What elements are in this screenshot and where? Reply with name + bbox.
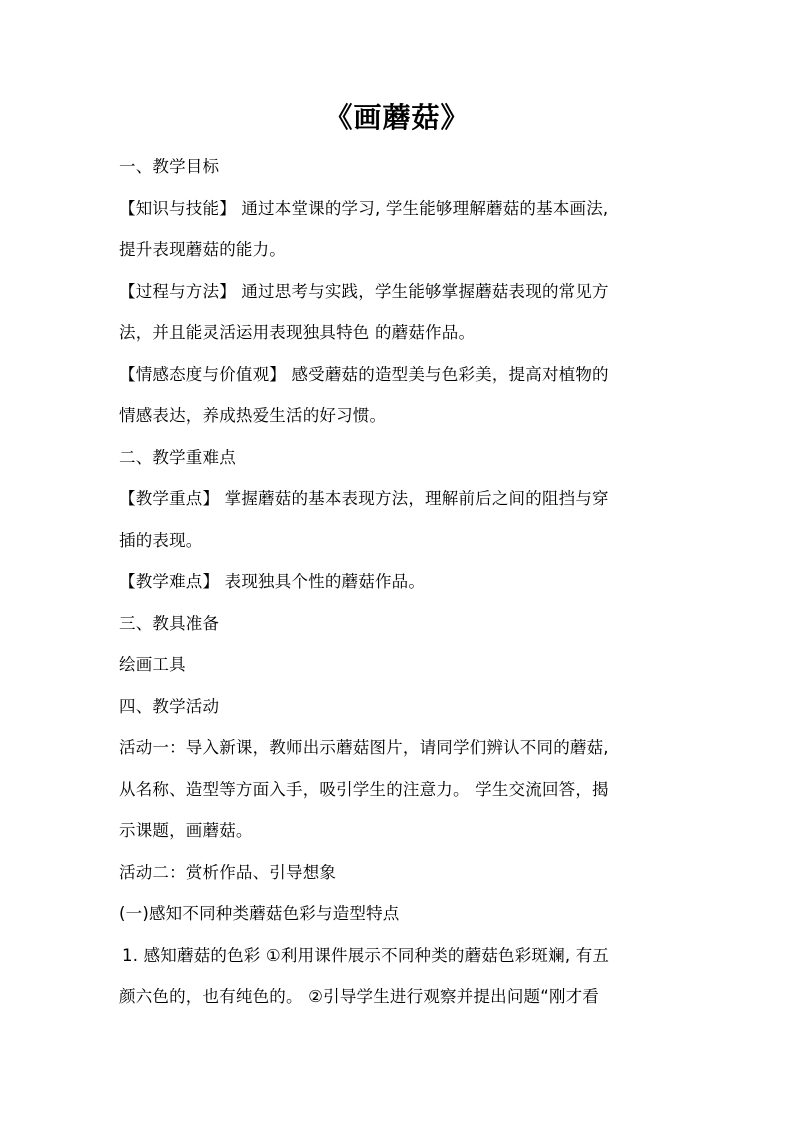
- subsection-heading: (一)感知不同种类蘑菇色彩与造型特点: [119, 904, 400, 923]
- paragraph-line: 活动一：导入新课，教师出示蘑菇图片，请同学们辨认不同的蘑菇,: [119, 738, 609, 757]
- paragraph-line: 【情感态度与价值观】 感受蘑菇的造型美与色彩美，提高对植物的: [119, 364, 609, 384]
- paragraph-line: 提升表现蘑菇的能力。: [119, 240, 286, 259]
- document-title: 《画蘑菇》: [324, 101, 470, 134]
- paragraph-line: 【教学难点】 表现独具个性的蘑菇作品。: [119, 572, 426, 591]
- paragraph-line: 从名称、造型等方面入手，吸引学生的注意力。 学生交流回答，揭: [119, 779, 609, 799]
- paragraph-line: 绘画工具: [119, 655, 186, 674]
- document-body: [119, 146, 677, 1018]
- section-heading-materials: 三、教具准备: [119, 613, 220, 633]
- section-heading-objectives: 一、教学目标: [119, 157, 220, 176]
- paragraph-line: 【知识与技能】 通过本堂课的学习, 学生能够理解蘑菇的基本画法,: [119, 198, 609, 218]
- paragraph-line: 颜六色的，也有纯色的。 ②引导学生进行观察并提出问题“刚才看: [119, 987, 600, 1006]
- paragraph-line: 法，并且能灵活运用表现独具特色 的蘑菇作品。: [119, 323, 476, 342]
- paragraph-line: 示课题，画蘑菇。: [119, 821, 253, 840]
- paragraph-line: 情感表达，养成热爱生活的好习惯。: [119, 406, 387, 425]
- numbered-item-line: 1. 感知蘑菇的色彩 ①利用课件展示不同种类的蘑菇色彩斑斓, 有五: [122, 945, 610, 965]
- paragraph-line: 【教学重点】 掌握蘑菇的基本表现方法，理解前后之间的阻挡与穿: [119, 489, 609, 508]
- paragraph-line: 【过程与方法】 通过思考与实践，学生能够掌握蘑菇表现的常见方: [119, 281, 609, 301]
- paragraph-line: 活动二：赏析作品、引导想象: [119, 862, 337, 882]
- paragraph-line: 插的表现。: [119, 530, 203, 550]
- section-heading-activities: 四、教学活动: [119, 696, 220, 716]
- section-heading-key-points: 二、教学重难点: [119, 447, 236, 467]
